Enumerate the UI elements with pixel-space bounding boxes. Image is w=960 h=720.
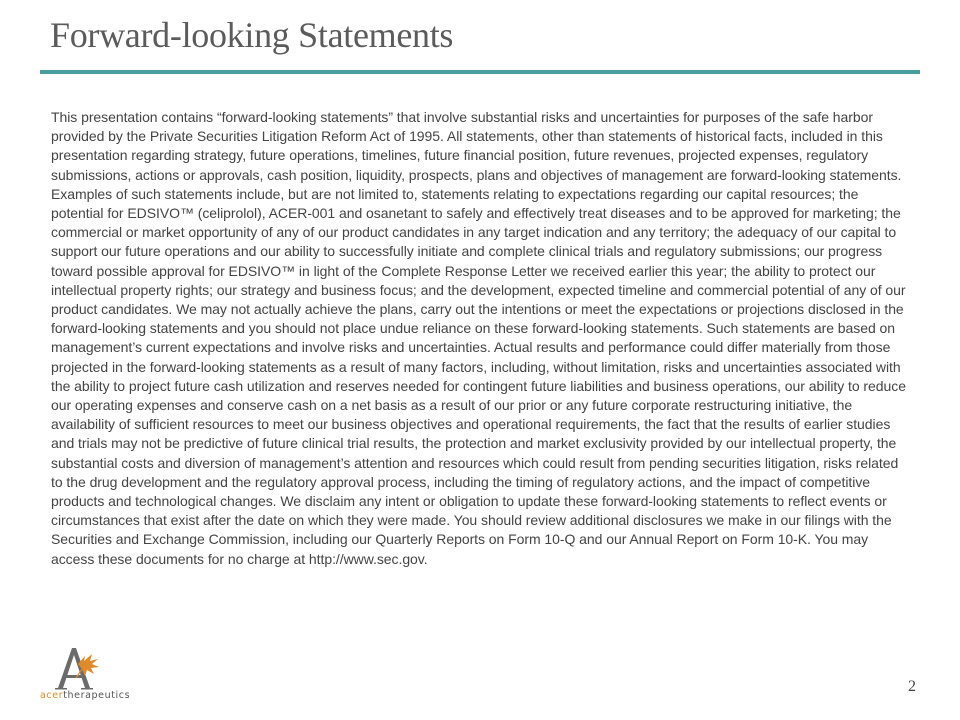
acer-a-leaf-icon <box>52 642 112 690</box>
title-divider <box>40 70 920 74</box>
logo-wordmark <box>40 690 131 701</box>
slide-title: Forward-looking Statements <box>50 15 454 55</box>
logo-wordmark-rest: therapeutics <box>63 690 131 701</box>
company-logo <box>40 642 131 708</box>
logo-wordmark-accent: acer <box>40 690 64 701</box>
page-number: 2 <box>908 678 916 695</box>
forward-looking-statements-text: This presentation contains “forward-looking statements” that involve substantial risks and uncertainties for purposes of the safe harbor provided by the Private Securities Litigation Reform Act of 1995. All statements, other than statements of historical facts, included in this presentation regarding strategy, future operations, timelines, future financial position, future revenues, projected expenses, regulatory submissions, actions or approvals, cash position, liquidity, prospects, plans and objectives of management are forward-looking statements. Examples of such statements include, but are not limited to, statements relating to expectations regarding our capital resources; the potential for EDSIVO™ (celiprolol), ACER-001 and osanetant to safely and effectively treat diseases and to be approved for marketing; the commercial or market opportunity of any of our product candidates in any target indication and any territory; the adequacy of our capital to support our future operations and our ability to successfully initiate and complete clinical trials and regulatory submissions; our progress toward possible approval for EDSIVO™ in light of the Complete Response Letter we received earlier this year; the ability to protect our intellectual property rights; our strategy and business focus; and the development, expected timeline and commercial potential of any of our product candidates. We may not actually achieve the plans, carry out the intentions or meet the expectations or projections disclosed in the forward-looking statements and you should not place undue reliance on these forward-looking statements. Such statements are based on management’s current expectations and involve risks and uncertainties. Actual results and performance could differ materially from those projected in the forward-looking statements as a result of many factors, including, without limitation, risks and uncertainties associated with the ability to project future cash utilization and reserves needed for contingent future liabilities and business operations, our ability to reduce our operating expenses and conserve cash on a net basis as a result of our prior or any future corporate restructuring initiative, the availability of sufficient resources to meet our business objectives and operational requirements, the fact that the results of earlier studies and trials may not be predictive of future clinical trial results, the protection and market exclusivity provided by our intellectual property, the substantial costs and diversion of management’s attention and resources which could result from pending securities litigation, risks related to the drug development and the regulatory approval process, including the timing of regulatory actions, and the impact of competitive products and technological changes. We disclaim any intent or obligation to update these forward-looking statements to reflect events or circumstances that exist after the date on which they were made. You should review additional disclosures we make in our filings with the Securities and Exchange Commission, including our Quarterly Reports on Form 10-Q and our Annual Report on Form 10-K. You may access these documents for no charge at http://www.sec.gov. <box>51 109 906 567</box>
